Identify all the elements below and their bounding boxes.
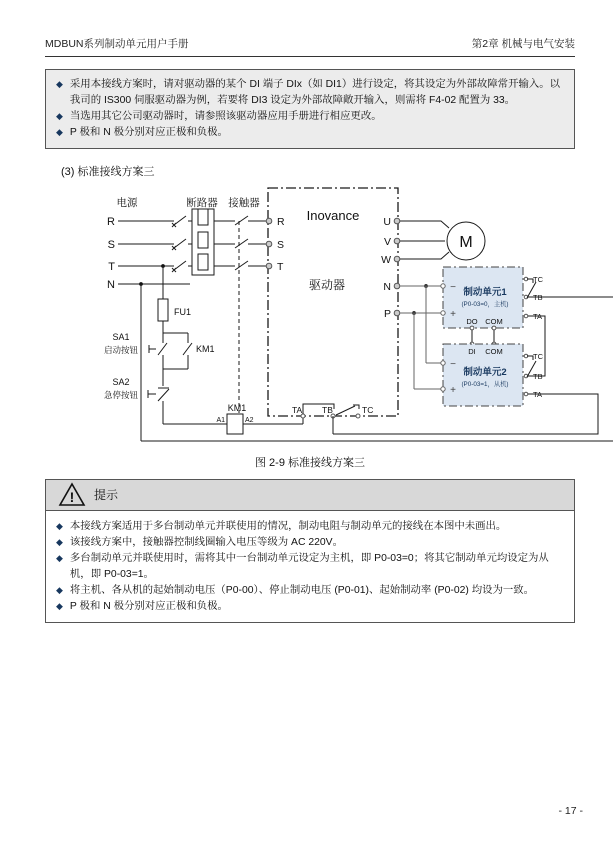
- unit1-minus-terminal: [441, 283, 445, 287]
- note-bullet-text: 采用本接线方案时，请对驱动器的某个 DI 端子 DIx（如 DI1）进行设定，将其设定为外部故障常开输入。以我司的 IS300 伺服驱动器为例，若要将 DI3 设定为外部故障敞开输入，则需将 F4-02 配置为 33。: [69, 79, 561, 107]
- p-terminal: [394, 310, 400, 316]
- figure-caption: 图 2-9 标准接线方案三: [254, 456, 365, 469]
- drive-p-label: P: [383, 307, 391, 320]
- km1-coil-label: KM1: [227, 402, 247, 413]
- wiring-diagram: [45, 181, 613, 449]
- unit1-ta-label: TA: [533, 311, 543, 321]
- tip-body: [46, 511, 574, 623]
- a1-label: A1: [216, 416, 225, 424]
- tip-header: [46, 480, 574, 511]
- breaker-label: 断路器: [186, 196, 218, 209]
- drive-n-label: N: [383, 280, 391, 293]
- km1-aux-contact-icon: [163, 333, 192, 369]
- tip-title: 提示: [94, 488, 119, 502]
- stop-button-sa2-icon: [148, 388, 169, 424]
- relay-chain-wires: [141, 281, 613, 441]
- diamond-bullet-icon: ◆: [56, 552, 63, 563]
- fu1-label: FU1: [174, 306, 192, 317]
- unit2-ta-label: TA: [533, 389, 543, 399]
- diamond-bullet-icon: ◆: [56, 536, 63, 547]
- section-heading: (3) 标准接线方案三: [61, 165, 155, 178]
- phase-t-label: T: [108, 260, 115, 273]
- start-button-sa1-icon: [149, 333, 188, 369]
- phase-r-label: R: [107, 215, 115, 228]
- unit1-tc-label: TC: [533, 274, 543, 284]
- diamond-bullet-icon: ◆: [56, 79, 63, 89]
- do-label: DO: [466, 316, 478, 326]
- tip-bullet-list: [54, 519, 564, 616]
- unit1-plus-sign: +: [450, 308, 456, 320]
- tip-box: [45, 479, 575, 624]
- contactor-symbol: [235, 216, 248, 413]
- note-bullet: [54, 125, 564, 141]
- tip-bullet: [54, 583, 564, 599]
- note-bullet-text: 当选用其它公司驱动器时，请参照该驱动器应用手册进行相应更改。: [69, 111, 382, 123]
- master-slave-links: [470, 326, 496, 346]
- header-right-title: 第2章 机械与电气安装: [471, 38, 575, 50]
- warning-triangle-icon: [58, 482, 86, 508]
- note-bullet-list: [54, 77, 564, 142]
- unit2-tc-label: TC: [533, 351, 543, 361]
- unit1-tb-label: TB: [533, 292, 543, 302]
- sa2-desc-label: 急停按钮: [103, 389, 139, 400]
- tip-bullet: [54, 599, 564, 615]
- inovance-brand-label: Inovance: [306, 207, 360, 223]
- output-terminals: [394, 218, 400, 262]
- unit2-plus-sign: +: [450, 384, 456, 396]
- dc-bus-wires: [400, 286, 443, 389]
- di-label: DI: [468, 346, 476, 356]
- unit2-plus-terminal: [441, 386, 445, 390]
- sa1-desc-label: 启动按钮: [103, 344, 139, 355]
- drive-label: 驱动器: [308, 277, 346, 292]
- diamond-bullet-icon: ◆: [56, 111, 63, 122]
- tip-bullet-text: 将主机、各从机的起始制动电压（P0-00）、停止制动电压 (P0-01)、起始制动率 (P0-02) 均设为一致。: [69, 585, 535, 596]
- u-label: U: [383, 215, 391, 228]
- drive-tb-label: TB: [322, 404, 333, 415]
- header-rule: [45, 56, 575, 57]
- drive-r-label: R: [277, 215, 285, 228]
- drive-t-label: T: [277, 260, 284, 273]
- a2-label: A2: [245, 416, 254, 424]
- unit2-minus-terminal: [441, 360, 445, 364]
- unit1-subtitle: (P0-03=0，主机): [461, 300, 509, 308]
- km1-aux-label: KM1: [196, 343, 215, 354]
- note-bullet-text: P 极和 N 极分别对应正极和负极。: [69, 127, 228, 139]
- unit1-minus-sign: −: [450, 281, 456, 293]
- unit2-title: 制动单元2: [463, 366, 507, 378]
- n-terminal: [394, 283, 400, 289]
- warning-exclamation: !: [69, 488, 75, 505]
- com-label: COM: [485, 316, 503, 326]
- note-bullet: [54, 109, 564, 125]
- drive-ta-label: TA: [292, 404, 303, 415]
- tip-bullet: [54, 519, 564, 535]
- unit2-minus-sign: −: [450, 358, 456, 370]
- neutral-n-label: N: [107, 278, 115, 291]
- page-header: [45, 36, 575, 56]
- tip-bullet: [54, 551, 564, 583]
- fuse-fu1-icon: [158, 299, 168, 321]
- drive-input-terminals: [266, 218, 272, 269]
- diamond-bullet-icon: ◆: [56, 520, 63, 531]
- disconnect-switch-icon: [172, 216, 186, 272]
- unit2-subtitle: (P0-03=1，从机): [461, 380, 509, 388]
- motor-label: M: [459, 233, 473, 251]
- unit1-title: 制动单元1: [463, 286, 507, 298]
- unit2-tb-label: TB: [533, 371, 543, 381]
- tip-bullet-text: 该接线方案中，接触器控制线圈输入电压等级为 AC 220V。: [69, 536, 343, 548]
- tip-bullet-text: 本接线方案适用于多台制动单元并联使用的情况，制动电阻与制动单元的接线在本图中未画出。: [69, 520, 507, 532]
- tip-bullet: [54, 535, 564, 551]
- sa2-label: SA2: [112, 376, 130, 387]
- figure: [45, 181, 575, 470]
- header-left-title: MDBUN系列制动单元用户手册: [45, 38, 189, 50]
- drive-tc-label: TC: [362, 404, 374, 415]
- com2-label: COM: [485, 346, 503, 356]
- note-bullet: [54, 77, 564, 109]
- tip-bullet-text: P 极和 N 极分别对应正极和负极。: [69, 601, 228, 613]
- motor-wires: [400, 221, 449, 259]
- drive-s-label: S: [277, 238, 285, 251]
- diamond-bullet-icon: ◆: [56, 127, 63, 138]
- page-number: - 17 -: [558, 805, 583, 817]
- tip-bullet-text: 多台制动单元并联使用时，需将其中一台制动单元设定为主机，即 P0-03=0；将其它制动单元均设定为从机，即 P0-03=1。: [69, 552, 549, 580]
- contactor-label: 接触器: [228, 196, 260, 209]
- w-label: W: [381, 253, 391, 266]
- sa1-label: SA1: [112, 331, 130, 342]
- power-label: 电源: [116, 196, 138, 209]
- breaker-symbol: [192, 209, 214, 275]
- diamond-bullet-icon: ◆: [56, 601, 63, 612]
- km1-coil-icon: [227, 414, 243, 434]
- v-label: V: [383, 235, 391, 248]
- unit1-plus-terminal: [441, 310, 445, 314]
- note-box: [45, 69, 575, 149]
- diamond-bullet-icon: ◆: [56, 585, 63, 595]
- phase-s-label: S: [107, 238, 115, 251]
